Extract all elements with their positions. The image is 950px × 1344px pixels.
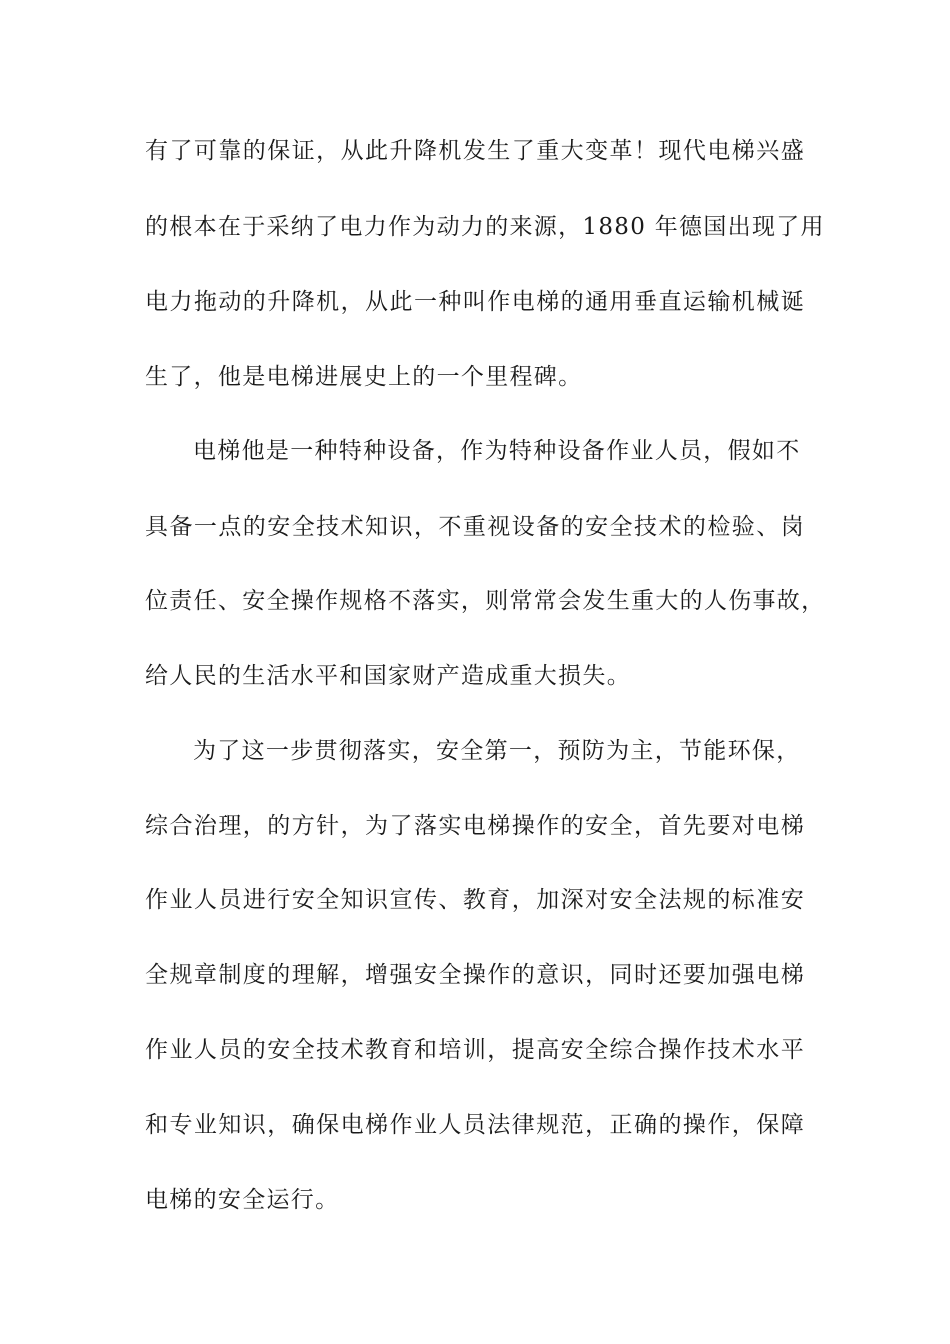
paragraph-1-line-1: 有了可靠的保证，从此升降机发生了重大变革！现代电梯兴盛 xyxy=(145,138,805,164)
paragraph-3-line-1: 为了这一步贯彻落实，安全第一，预防为主，节能环保， xyxy=(193,738,801,764)
paragraph-3-line-7: 电梯的安全运行。 xyxy=(145,1187,340,1213)
paragraph-3-line-3: 作业人员进行安全知识宣传、教育，加深对安全法规的标准安 xyxy=(145,887,805,913)
paragraph-2-line-3: 位责任、安全操作规格不落实，则常常会发生重大的人伤事故， xyxy=(145,588,826,614)
paragraph-1-line-4: 生了，他是电梯进展史上的一个里程碑。 xyxy=(145,364,583,390)
paragraph-1-line-3: 电力拖动的升降机，从此一种叫作电梯的通用垂直运输机械诞 xyxy=(145,289,805,315)
paragraph-3-line-6: 和专业知识，确保电梯作业人员法律规范，正确的操作，保障 xyxy=(145,1112,805,1138)
paragraph-2-line-2: 具备一点的安全技术知识，不重视设备的安全技术的检验、岗 xyxy=(145,514,805,540)
paragraph-3-line-2: 综合治理，的方针，为了落实电梯操作的安全，首先要对电梯 xyxy=(145,813,805,839)
paragraph-3-line-4: 全规章制度的理解，增强安全操作的意识，同时还要加强电梯 xyxy=(145,962,805,988)
paragraph-2-line-1: 电梯他是一种特种设备，作为特种设备作业人员，假如不 xyxy=(193,438,801,464)
paragraph-3-line-5: 作业人员的安全技术教育和培训，提高安全综合操作技术水平 xyxy=(145,1037,805,1063)
paragraph-1-line-2: 的根本在于采纳了电力作为动力的来源，1880 年德国出现了用 xyxy=(145,214,825,240)
paragraph-2-line-4: 给人民的生活水平和国家财产造成重大损失。 xyxy=(145,663,631,689)
